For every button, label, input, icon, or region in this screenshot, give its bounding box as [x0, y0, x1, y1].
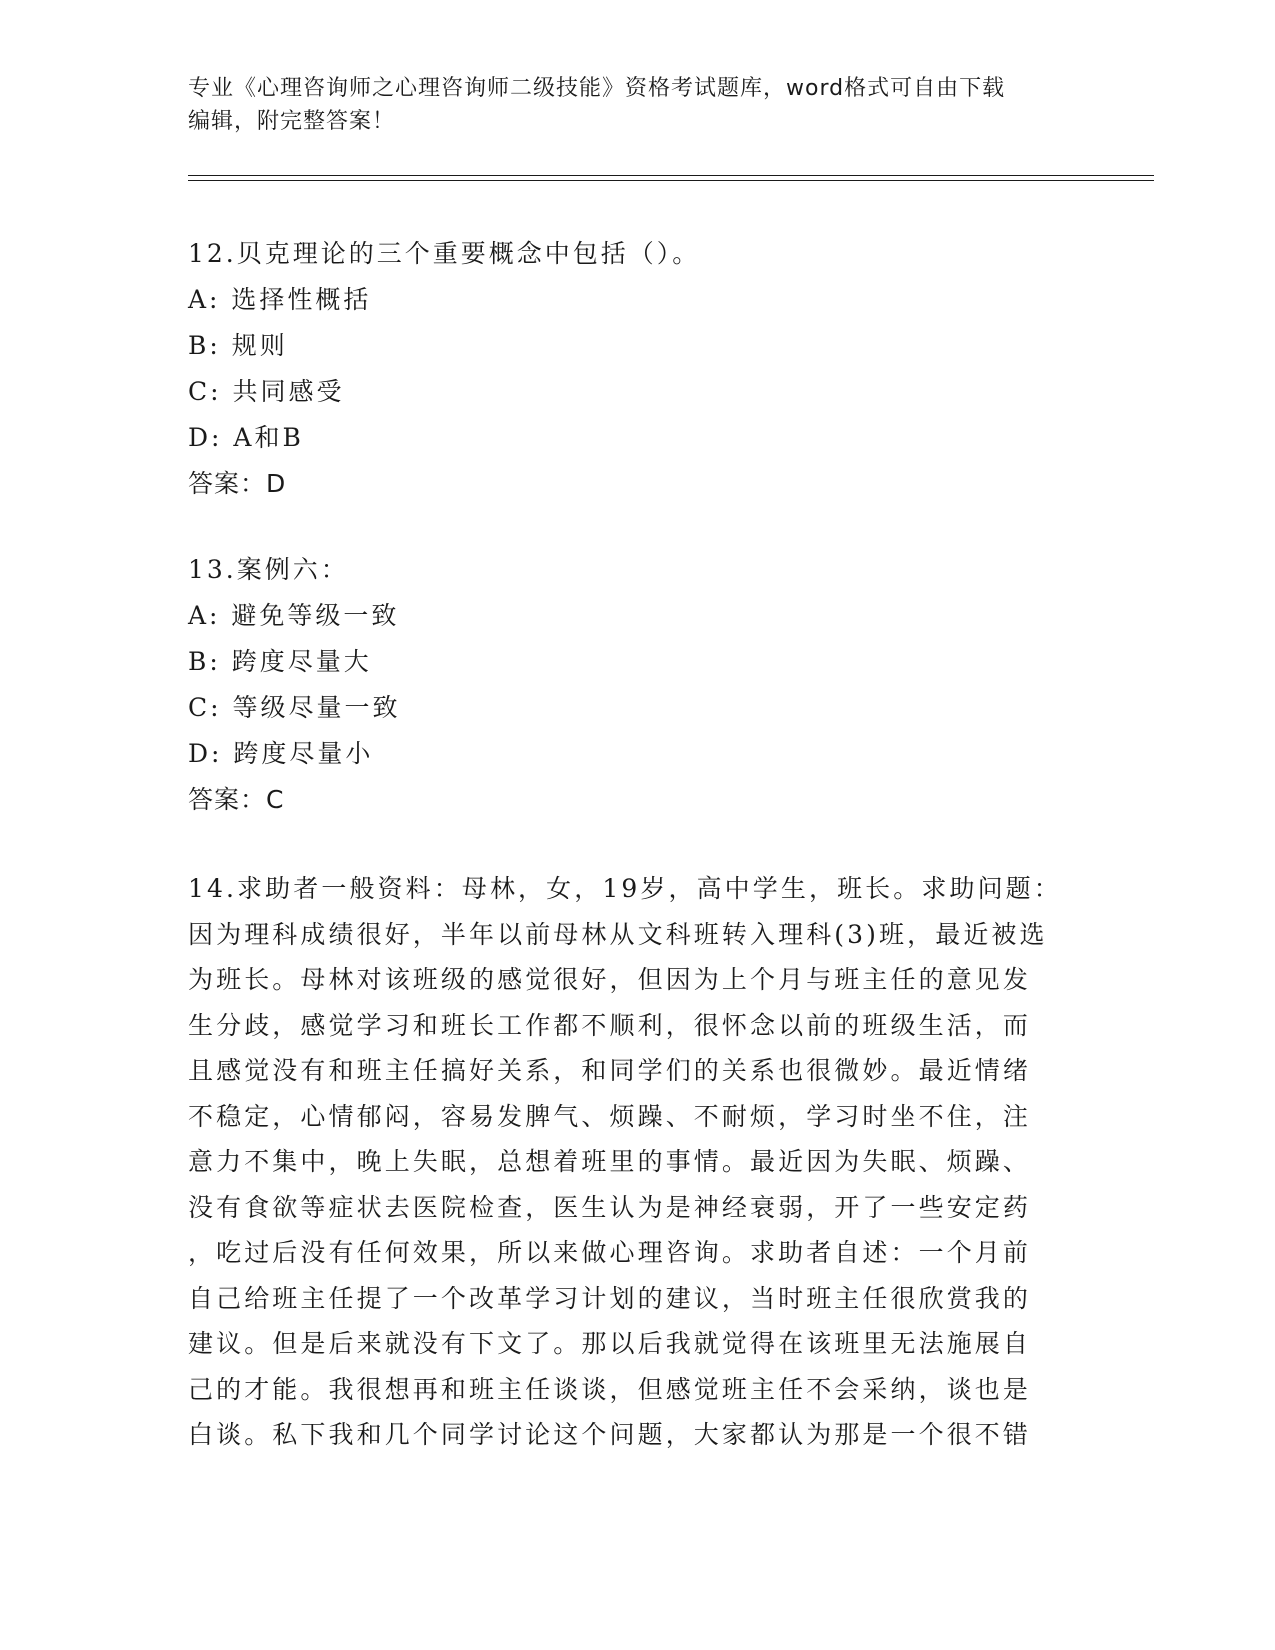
paragraph-line: 意力不集中，晚上失眠，总想着班里的事情。最近因为失眠、烦躁、 [188, 1147, 1032, 1176]
question-stem: 12.贝克理论的三个重要概念中包括（）。 [188, 239, 701, 268]
paragraph-line: 不稳定，心情郁闷，容易发脾气、烦躁、不耐烦，学习时坐不住，注 [188, 1101, 1032, 1131]
paragraph-line: ，吃过后没有任何效果，所以来做心理咨询。求助者自述：一个月前 [188, 1238, 1032, 1267]
question-12 [188, 231, 1068, 507]
question-stem: 13.案例六： [188, 555, 349, 584]
option-d: D: A和B [188, 423, 304, 452]
paragraph-line: 建议。但是后来就没有下文了。那以后我就觉得在该班里无法施展自 [188, 1329, 1032, 1358]
paragraph-line: 14.求助者一般资料：母林，女，19岁，高中学生，班长。求助问题： [188, 874, 1062, 903]
header-rule-bottom [188, 180, 1154, 181]
header-line-1: 专业《心理咨询师之心理咨询师二级技能》资格考试题库，word格式可自由下载 [188, 76, 1006, 101]
question-13 [188, 547, 1068, 823]
paragraph-line: 为班长。母林对该班级的感觉很好，但因为上个月与班主任的意见发 [188, 965, 1032, 994]
paragraph-line: 没有食欲等症状去医院检查，医生认为是神经衰弱，开了一些安定药 [188, 1192, 1032, 1222]
paragraph-line: 己的才能。我很想再和班主任谈谈，但感觉班主任不会采纳，谈也是 [188, 1374, 1032, 1404]
paragraph-line: 且感觉没有和班主任搞好关系，和同学们的关系也很微妙。最近情绪 [188, 1056, 1032, 1085]
option-c: C: 共同感受 [188, 377, 345, 406]
header-line-2: 编辑，附完整答案！ [188, 109, 396, 134]
header-rule-top [188, 175, 1154, 176]
option-b: B: 跨度尽量大 [188, 647, 372, 676]
option-a: A: 选择性概括 [188, 285, 372, 314]
option-d: D: 跨度尽量小 [188, 739, 374, 768]
option-b: B: 规则 [188, 331, 288, 360]
document-header [188, 72, 1088, 138]
option-c: C: 等级尽量一致 [188, 693, 401, 722]
paragraph-line: 因为理科成绩很好，半年以前母林从文科班转入理科(3)班，最近被选 [188, 919, 1048, 949]
paragraph-line: 生分歧，感觉学习和班长工作都不顺利，很怀念以前的班级生活，而 [188, 1010, 1032, 1040]
paragraph-line: 白谈。私下我和几个同学讨论这个问题，大家都认为那是一个很不错 [188, 1420, 1032, 1449]
answer: 答案：D [188, 469, 287, 498]
option-a: A: 避免等级一致 [188, 601, 400, 630]
answer: 答案：C [188, 785, 285, 814]
paragraph-line: 自己给班主任提了一个改革学习计划的建议，当时班主任很欣赏我的 [188, 1283, 1032, 1313]
question-14 [188, 866, 1068, 1458]
